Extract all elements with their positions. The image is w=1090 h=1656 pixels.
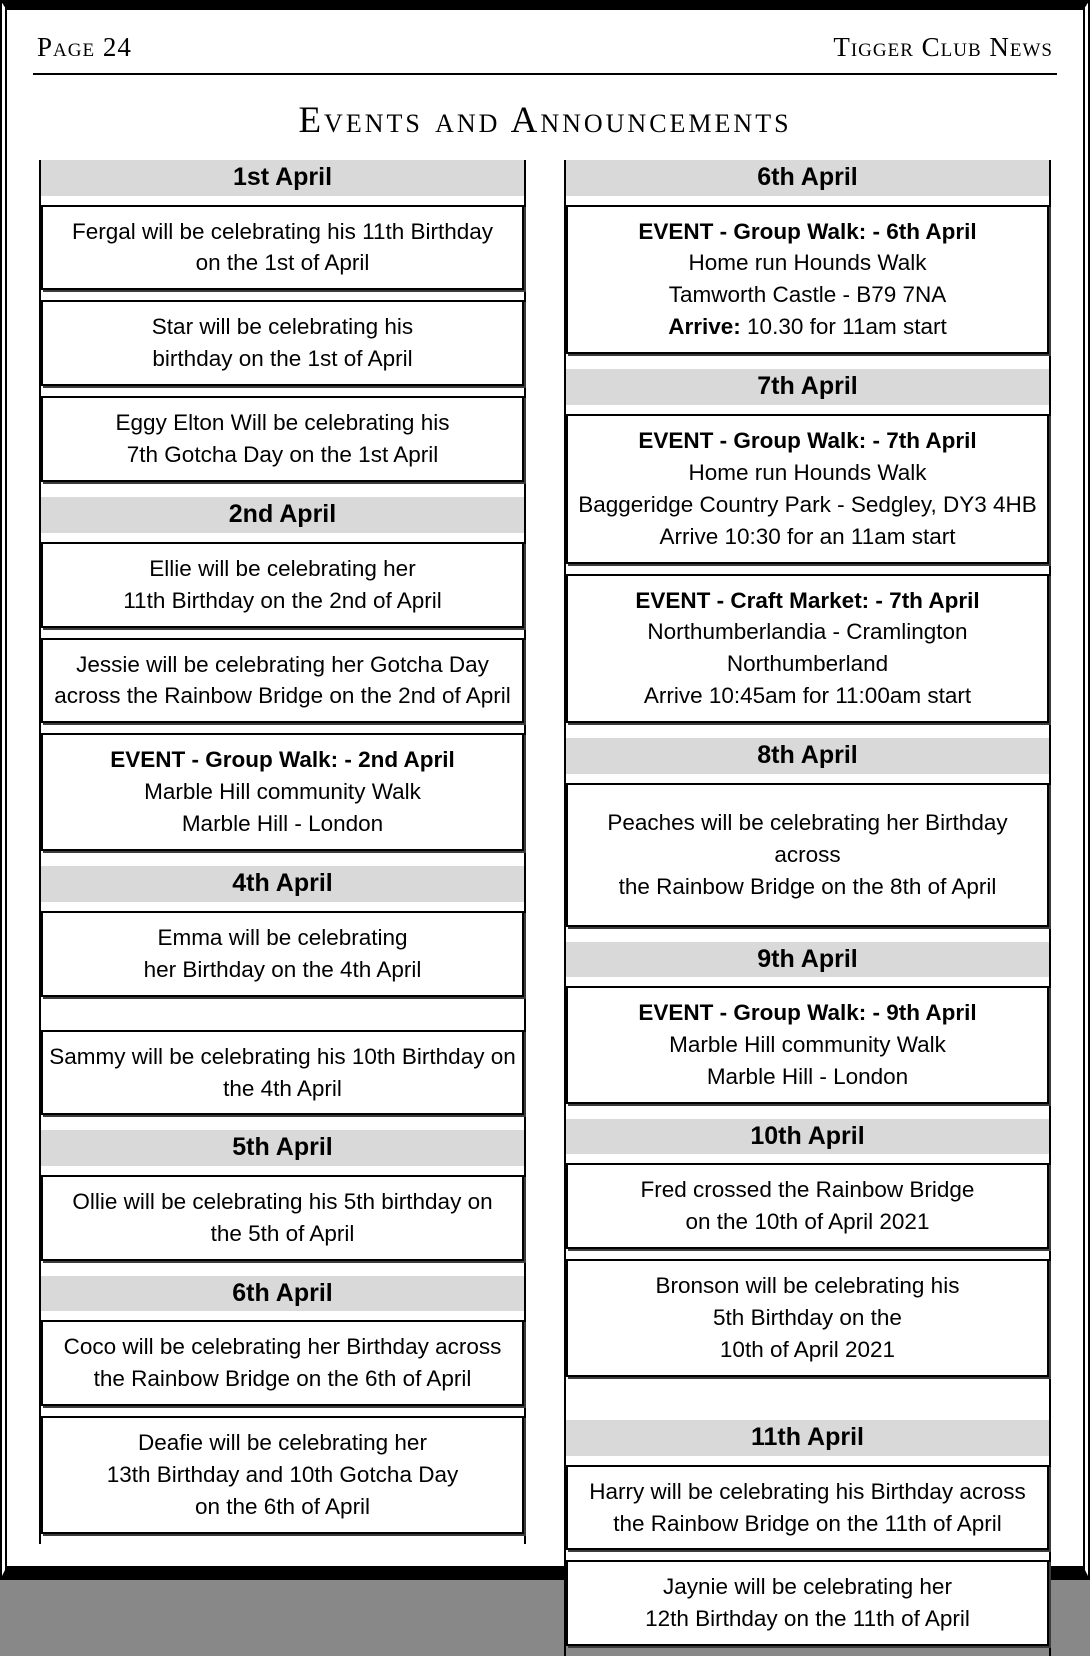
text-line: Emma will be celebrating [157,924,408,950]
text-line: Fergal will be celebrating his 11th Birthday [71,218,494,244]
text-line: 13th Birthday and 10th Gotcha Day [106,1462,459,1488]
text-line: Arrive: 10.30 for 11am start [668,314,947,340]
text-line: Jessie will be celebrating her Gotcha Day [76,651,489,677]
text-line: Northumberlandia - Cramlington [647,619,968,645]
text-line: on the 10th of April 2021 [685,1209,930,1235]
announcement-box [41,542,524,628]
publication-name: Tigger Club News [833,32,1053,62]
announcement-box [566,783,1049,927]
spacer [566,1387,1049,1405]
date-header: 8th April [566,738,1049,774]
date-header: 6th April [41,1276,524,1312]
text-line: Arrive 10:30 for an 11am start [659,523,956,549]
date-header: 1st April [41,160,524,196]
text-line: Marble Hill - London [706,1063,909,1089]
announcement-box [41,1175,524,1261]
text-line: Coco will be celebrating her Birthday across [63,1334,502,1360]
event-box [566,986,1049,1104]
text-line: Eggy Elton Will be celebrating his [115,410,450,436]
event-box [566,205,1049,355]
text-line: Tamworth Castle - B79 7NA [668,282,947,308]
text-line: Star will be celebrating his [151,314,414,340]
text-line: on the 1st of April [195,250,370,276]
text-line: 10th of April 2021 [719,1337,896,1363]
text-line: EVENT - Craft Market: - 7th April [635,587,980,613]
announcement-box [41,1030,524,1116]
text-line: Marble Hill community Walk [669,1032,946,1057]
text-line: Sammy will be celebrating his 10th Birthday on [49,1043,516,1069]
text-line: EVENT - Group Walk: - 6th April [638,218,977,244]
text-line: EVENT - Group Walk: - 7th April [638,427,977,453]
text-line: Baggeridge Country Park - Sedgley, DY3 4HB [578,491,1037,517]
text-line: Ollie will be celebrating his 5th birthday on [72,1188,493,1214]
column-left [39,160,526,1544]
text-line: Peaches will be celebrating her Birthday across [607,809,1008,867]
text-line: across the Rainbow Bridge on the 2nd of April [54,683,511,709]
spacer [41,1007,524,1025]
text-line: Deafie will be celebrating her [138,1430,427,1456]
date-header: 10th April [566,1119,1049,1155]
date-header: 6th April [566,160,1049,196]
text-line: Northumberland [726,651,889,677]
text-line: Arrive 10:45am for 11:00am start [643,683,972,709]
page-inner [7,10,1083,1656]
page-header [33,26,1057,75]
text-line: Marble Hill community Walk [144,779,421,805]
text-line: 12th Birthday on the 11th of April [645,1606,970,1632]
text-line: Home run Hounds Walk [688,459,927,485]
text-line: Jaynie will be celebrating her [663,1574,952,1600]
page-title: Events and Announcements [298,100,792,141]
announcement-box [41,205,524,291]
column-right [564,160,1051,1656]
announcement-box [41,1320,524,1406]
announcement-box [566,1163,1049,1249]
text-line: on the 6th of April [194,1494,371,1520]
text-line: 5th Birthday on the [713,1305,902,1331]
date-header: 7th April [566,369,1049,405]
date-header: 4th April [41,866,524,902]
announcement-box [41,911,524,997]
text-line: her Birthday on the 4th April [143,956,422,982]
text-line: Marble Hill - London [181,811,384,837]
text-line: birthday on the 1st of April [152,346,413,372]
event-box [566,574,1049,724]
event-box [41,733,524,851]
page-number: Page 24 [37,32,132,62]
text-line: the Rainbow Bridge on the 6th of April [93,1366,472,1392]
date-header: 11th April [566,1420,1049,1456]
announcement-box [566,1465,1049,1551]
text-line: EVENT - Group Walk: - 2nd April [110,747,455,773]
announcement-box [41,1416,524,1534]
text-line: Fred crossed the Rainbow Bridge [640,1177,975,1203]
event-box [566,414,1049,564]
announcement-box [566,1259,1049,1377]
date-header: 5th April [41,1130,524,1166]
columns-container [33,160,1057,1656]
announcement-box [41,638,524,724]
announcement-box [41,300,524,386]
announcement-box [566,1560,1049,1646]
text-line: 11th Birthday on the 2nd of April [123,587,442,613]
announcement-box [41,396,524,482]
text-line: 7th Gotcha Day on the 1st April [126,442,439,468]
text-line: the Rainbow Bridge on the 8th of April [618,873,997,899]
text-line: Home run Hounds Walk [688,250,927,276]
date-header: 9th April [566,942,1049,978]
text-line: the 5th of April [210,1220,355,1246]
text-line: EVENT - Group Walk: - 9th April [638,1000,977,1026]
text-line: Bronson will be celebrating his [655,1273,960,1299]
text-line: Ellie will be celebrating her [149,555,416,581]
text-line: the Rainbow Bridge on the 11th of April [613,1510,1002,1536]
text-line: Harry will be celebrating his Birthday across [589,1478,1026,1504]
date-header: 2nd April [41,497,524,533]
text-line: the 4th April [223,1075,342,1101]
